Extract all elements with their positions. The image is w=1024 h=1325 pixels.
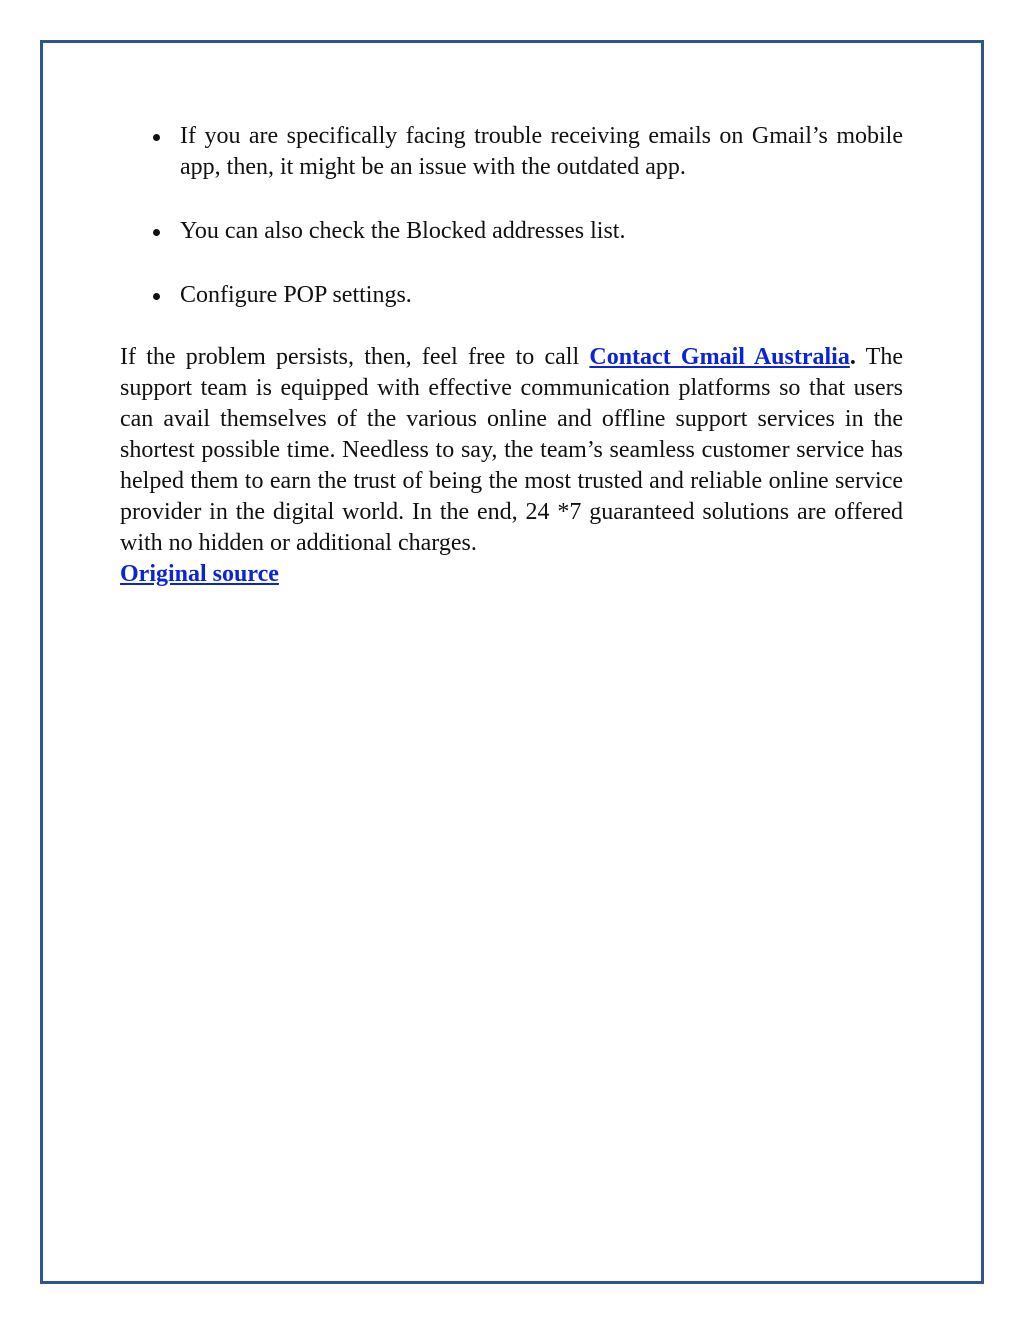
bullet-text: You can also check the Blocked addresses list. xyxy=(180,218,626,244)
document-content xyxy=(120,121,903,590)
link-period: . xyxy=(849,344,856,370)
list-item xyxy=(120,216,903,247)
source-line xyxy=(120,559,903,590)
paragraph-body: The support team is equipped with effective communication platforms so that users can avail themselves of the various online and offline support services in the shortest possible time. Needless to say, the team’s seamless customer service has helped them to earn the trust of being the most trusted and reliable online service provider in the digital world. In the end, 24 *7 guaranteed solutions are offered with no hidden or additional charges. xyxy=(120,344,903,556)
list-item xyxy=(120,121,903,183)
bullet-icon xyxy=(153,229,160,236)
contact-gmail-australia-link[interactable]: Contact Gmail Australia xyxy=(589,344,850,370)
list-item xyxy=(120,280,903,311)
bullet-list xyxy=(120,121,903,311)
bullet-text: Configure POP settings. xyxy=(180,282,412,308)
bullet-icon xyxy=(153,134,160,141)
paragraph-lead: If the problem persists, then, feel free to call xyxy=(120,344,590,370)
body-paragraph xyxy=(120,342,903,559)
bullet-text: If you are specifically facing trouble receiving emails on Gmail’s mobile app, then, it might be an issue with the outdated app. xyxy=(180,123,903,180)
original-source-link[interactable]: Original source xyxy=(120,561,279,587)
bullet-icon xyxy=(153,293,160,300)
